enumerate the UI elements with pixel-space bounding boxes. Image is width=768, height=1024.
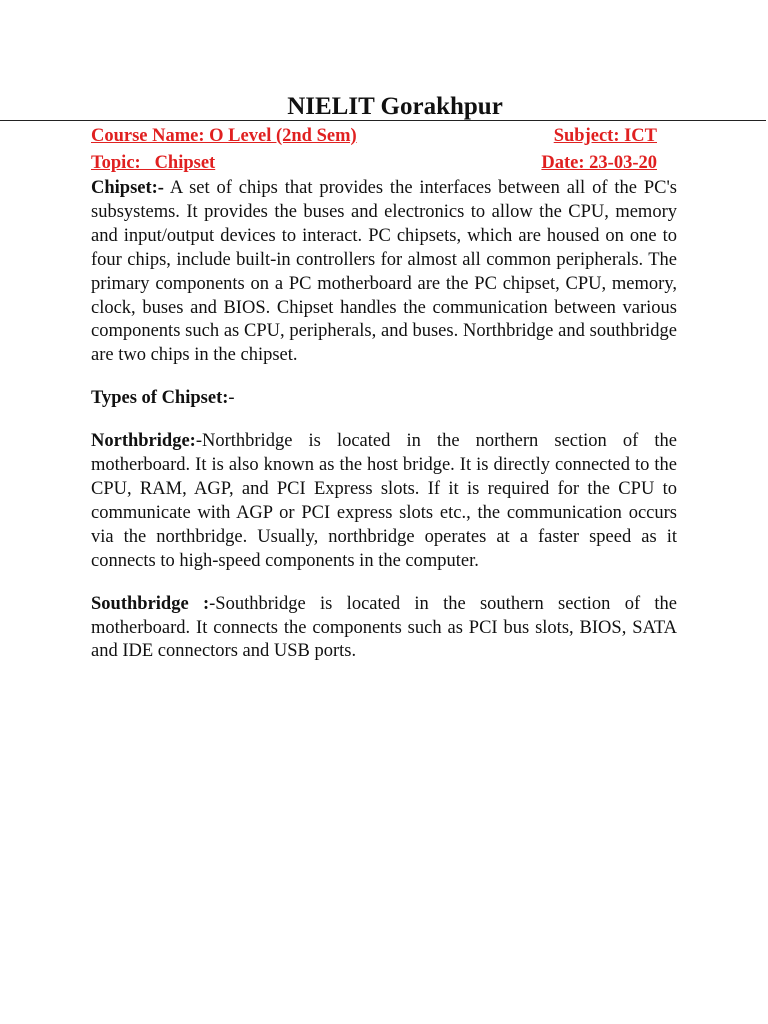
types-paragraph	[91, 387, 677, 411]
types-heading: Types of Chipset:	[91, 388, 229, 409]
page-title: NIELIT Gorakhpur	[287, 93, 503, 120]
topic: Topic: Chipset	[91, 153, 216, 173]
northbridge-text: -Northbridge is located in the northern section of the motherboard. It is also known as the host bridge. It is directly connected to the CPU, RAM, AGP, and PCI Express slots. If it is required for the CPU to communicate with AGP or PCI express slots etc., the communication occurs via the northbridge. Usually, northbridge operates at a faster speed as it connects to high-speed components in the computer.	[91, 431, 677, 571]
northbridge-paragraph	[91, 430, 677, 573]
southbridge-paragraph	[91, 593, 677, 665]
meta-row-course	[91, 124, 657, 148]
northbridge-heading: Northbridge:	[91, 431, 196, 452]
date: Date: 23-03-20	[541, 153, 657, 173]
meta-row-topic	[91, 151, 657, 175]
title-divider	[0, 120, 766, 121]
southbridge-heading: Southbridge :	[91, 593, 210, 614]
southbridge-text: -Southbridge is located in the southern section of the motherboard. It connects the components such as PCI bus slots, BIOS, SATA and IDE connectors and USB ports.	[91, 593, 677, 662]
chipset-text: A set of chips that provides the interfaces between all of the PC's subsystems. It provides the buses and electronics to allow the CPU, memory and input/output devices to interact. PC chipsets, which are housed on one to four chips, include built-in controllers for almost all common peripherals. The primary components on a PC motherboard are the PC chipset, CPU, memory, clock, buses and BIOS. Chipset handles the communication between various components such as CPU, peripherals, and buses. Northbridge and southbridge are two chips in the chipset.	[91, 178, 677, 366]
course-name: Course Name: O Level (2nd Sem)	[91, 126, 357, 146]
chipset-heading: Chipset:-	[91, 178, 164, 198]
subject: Subject: ICT	[553, 126, 657, 146]
document-body	[91, 177, 677, 664]
types-suffix: -	[228, 388, 235, 409]
chipset-paragraph	[91, 177, 677, 368]
